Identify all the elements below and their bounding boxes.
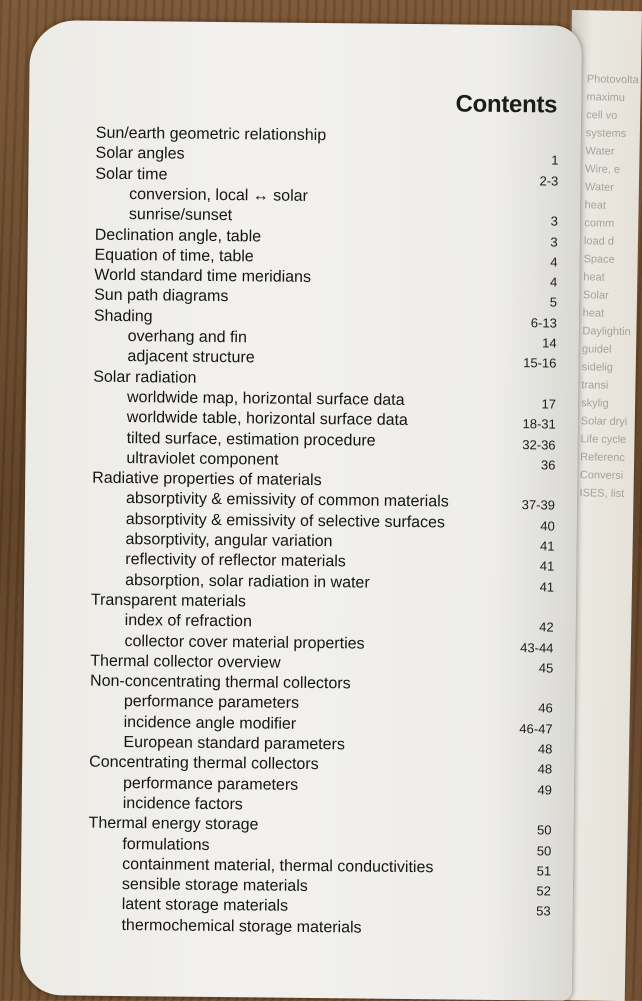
toc-label: incidence factors xyxy=(122,794,243,814)
toc-page-number: 36 xyxy=(540,457,556,473)
toc-page-number: 18-31 xyxy=(522,416,556,432)
adjacent-fragment: guidel xyxy=(581,343,612,356)
toc-page-number: 41 xyxy=(539,538,555,554)
toc-label: Solar angles xyxy=(95,144,185,163)
toc-page-number: 40 xyxy=(540,518,555,534)
toc-label: sunrise/sunset xyxy=(128,206,233,225)
toc-label: Thermal collector overview xyxy=(90,652,281,672)
contents-page xyxy=(20,20,582,1001)
toc-label: sensible storage materials xyxy=(121,876,308,896)
toc-page-number: 48 xyxy=(537,741,553,757)
toc-label: Thermal energy storage xyxy=(88,814,259,834)
toc-page-number: 52 xyxy=(536,883,551,899)
toc-label: performance parameters xyxy=(122,774,299,794)
toc-label: absorptivity, angular variation xyxy=(125,531,333,551)
adjacent-fragment: skylig xyxy=(581,397,609,410)
toc-label: latent storage materials xyxy=(121,896,289,916)
adjacent-fragment: Water heat xyxy=(584,181,614,212)
toc-label: absorptivity & emissivity of selective surfaces xyxy=(125,510,446,532)
toc-label: Radiative properties of materials xyxy=(92,469,322,490)
toc-page-number: 1 xyxy=(551,152,559,168)
toc-label: worldwide table, horizontal surface data xyxy=(126,409,408,430)
page-title: Contents xyxy=(455,90,558,119)
adjacent-fragment: sidelig xyxy=(581,361,614,374)
toc-page-number: 53 xyxy=(536,903,551,919)
toc-label: European standard parameters xyxy=(123,734,345,754)
toc-page-number: 41 xyxy=(539,558,555,574)
toc-page-number: 46-47 xyxy=(519,720,553,737)
toc-page-number: 5 xyxy=(549,294,558,310)
adjacent-fragment: maximu xyxy=(586,91,626,104)
adjacent-fragment: Wire, e xyxy=(585,163,621,176)
toc-label: Concentrating thermal collectors xyxy=(89,753,319,774)
toc-page-number: 45 xyxy=(538,660,554,676)
toc-page-number: 32-36 xyxy=(522,436,556,453)
toc-page-number: 50 xyxy=(536,822,552,838)
toc-page-number: 51 xyxy=(536,863,552,879)
toc-page-number: 41 xyxy=(539,578,555,595)
toc-page-number: 4 xyxy=(549,274,558,290)
toc-label: Solar radiation xyxy=(93,368,197,387)
adjacent-fragment: Life cycle xyxy=(580,433,627,447)
toc-label: ultraviolet component xyxy=(126,449,279,469)
toc-label: Sun path diagrams xyxy=(94,287,229,306)
toc-label: formulations xyxy=(122,835,210,854)
toc-label: absorption, solar radiation in water xyxy=(125,571,370,592)
adjacent-fragment: Water xyxy=(585,145,615,158)
toc-label: Non-concentrating thermal collectors xyxy=(89,672,351,693)
adjacent-fragment: load d xyxy=(583,235,615,248)
adjacent-fragment: Referenc xyxy=(580,451,625,464)
adjacent-fragment: Photovolta xyxy=(586,73,639,87)
toc-label: conversion, local ↔ solar xyxy=(129,185,309,205)
adjacent-fragment: transi xyxy=(581,379,609,392)
toc-label: Transparent materials xyxy=(90,591,247,611)
adjacent-fragment: systems xyxy=(585,127,627,140)
toc-label: reflectivity of reflector materials xyxy=(125,551,346,571)
toc-label: thermochemical storage materials xyxy=(121,916,362,937)
toc-label: worldwide map, horizontal surface data xyxy=(126,388,405,409)
adjacent-fragment: comm xyxy=(584,217,615,230)
toc-page-number: 15-16 xyxy=(523,355,557,371)
toc-page-number: 42 xyxy=(539,619,554,635)
toc-page-number: 46 xyxy=(538,700,553,716)
adjacent-fragment: Solar dryi xyxy=(580,415,628,429)
adjacent-fragment: Daylightin xyxy=(582,325,631,339)
toc-label: collector cover material properties xyxy=(124,632,365,653)
toc-label: incidence angle modifier xyxy=(123,713,297,733)
toc-page-number: 48 xyxy=(537,761,553,777)
toc-page-number: 14 xyxy=(542,335,557,351)
toc-label: adjacent structure xyxy=(127,348,255,367)
toc-label: performance parameters xyxy=(123,693,300,713)
toc-label: Declination angle, table xyxy=(94,226,262,245)
toc-label: World standard time meridians xyxy=(94,266,312,287)
adjacent-fragment: Solar heat xyxy=(582,289,609,320)
toc-label: Solar time xyxy=(95,165,168,184)
toc-label: Equation of time, table xyxy=(94,246,254,266)
toc-page-number: 43-44 xyxy=(520,639,554,656)
toc-label: absorptivity & emissivity of common materials xyxy=(125,490,449,511)
toc-label: Shading xyxy=(93,307,153,325)
toc-page-number: 37-39 xyxy=(521,497,556,513)
toc-label: index of refraction xyxy=(124,612,252,631)
toc-page-number: 6-13 xyxy=(530,314,557,331)
toc-page-number: 49 xyxy=(537,781,553,798)
toc-page-number: 2-3 xyxy=(539,172,559,189)
toc-page-number: 17 xyxy=(541,396,557,412)
toc-page-number: 4 xyxy=(550,254,558,270)
toc-list xyxy=(20,20,582,1001)
toc-label: overhang and fin xyxy=(127,328,247,347)
adjacent-fragment: Conversi xyxy=(579,469,624,482)
adjacent-page-text xyxy=(579,70,637,531)
toc-label: containment material, thermal conductivities xyxy=(122,855,434,877)
toc-page-number: 3 xyxy=(550,233,558,250)
adjacent-fragment: ISES, list xyxy=(579,487,625,500)
adjacent-fragment: Space heat xyxy=(583,253,615,284)
toc-page-number: 3 xyxy=(550,213,559,229)
toc-label: tilted surface, estimation procedure xyxy=(126,429,376,450)
adjacent-fragment: cell vo xyxy=(586,109,618,122)
toc-label: Sun/earth geometric relationship xyxy=(95,124,327,145)
toc-page-number: 50 xyxy=(536,842,552,859)
